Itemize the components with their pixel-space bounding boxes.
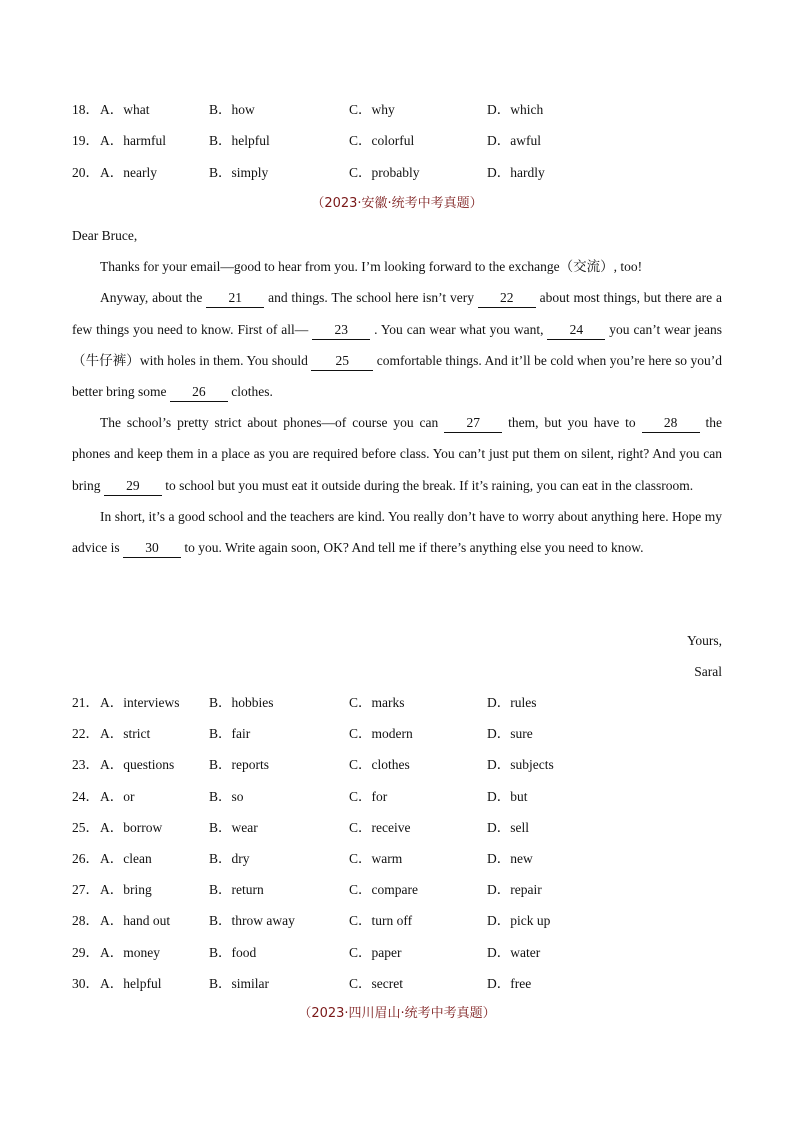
option-d: D．which: [487, 102, 544, 117]
blank-21: 21: [206, 289, 264, 308]
question-number: 28．: [72, 913, 99, 929]
letter-paragraph-1: Thanks for your email—good to hear from you. I’m looking forward to the exchange（交流）, too!: [100, 259, 643, 275]
question-number: 25．: [72, 819, 99, 835]
letter-body: [72, 220, 722, 563]
option-c: C．probably: [349, 165, 420, 180]
question-number: 21．: [72, 695, 99, 710]
blank-29: 29: [104, 477, 162, 496]
text-run: about most things, but there are a few things you need to know. First of all—: [72, 290, 722, 337]
option-a: A．what: [100, 102, 150, 117]
option-a: A．interviews: [100, 695, 180, 710]
text-run: comfortable things. And it’ll be cold when you’re here so you’d better bring some: [72, 352, 722, 400]
option-a: A．helpful: [100, 975, 162, 991]
question-number: 27．: [72, 882, 99, 898]
option-b: B．helpful: [209, 133, 270, 148]
question-number: 24．: [72, 788, 99, 804]
text-run: you can’t wear jeans（牛仔裤）with holes in them. You should: [72, 321, 722, 368]
option-d: D．but: [487, 788, 528, 804]
blank-28: 28: [642, 414, 700, 433]
option-a: A．money: [100, 944, 160, 960]
option-b: B．how: [209, 102, 255, 117]
text-run: Anyway, about the: [100, 290, 207, 306]
text-run: to you. Write again soon, OK? And tell me if there’s anything else you need to know.: [180, 540, 644, 556]
letter-greeting: Dear Bruce,: [72, 228, 138, 243]
question-number: 18．: [72, 102, 99, 117]
option-c: C．clothes: [349, 757, 410, 773]
blank-24: 24: [547, 321, 605, 340]
option-d: D．new: [487, 851, 533, 866]
letter-closing: Yours,: [686, 633, 722, 648]
option-b: B．food: [209, 944, 257, 960]
question-number: 20．: [72, 165, 99, 180]
option-c: C．turn off: [349, 913, 413, 929]
letter-paragraph-4: [72, 501, 722, 563]
text-run: them, but you have to: [502, 415, 642, 431]
question-number: 26．: [72, 851, 99, 866]
option-b: B．reports: [209, 757, 269, 773]
option-b: B．wear: [209, 819, 258, 835]
option-b: B．similar: [209, 975, 269, 991]
option-c: C．modern: [349, 726, 413, 742]
option-a: A．questions: [100, 757, 175, 773]
option-a: A．harmful: [100, 133, 166, 148]
option-c: C．for: [349, 788, 388, 804]
option-d: D．pick up: [487, 913, 551, 929]
letter-signature: Saral: [694, 664, 722, 679]
option-b: B．throw away: [209, 913, 295, 929]
text-run: . You can wear what you want,: [370, 321, 548, 337]
option-d: D．awful: [487, 133, 541, 148]
option-c: C．compare: [349, 882, 418, 898]
option-c: C．why: [349, 102, 395, 117]
option-d: D．sell: [487, 819, 529, 835]
option-a: A．nearly: [100, 165, 157, 180]
option-c: C．receive: [349, 819, 411, 835]
option-c: C．marks: [349, 695, 405, 710]
blank-22: 22: [478, 289, 536, 308]
option-d: D．sure: [487, 726, 533, 742]
option-c: C．paper: [349, 944, 402, 960]
option-b: B．hobbies: [209, 695, 274, 710]
text-run: The school’s pretty strict about phones—of course you can: [100, 415, 445, 431]
option-c: C．secret: [349, 975, 403, 991]
question-number: 19．: [72, 133, 99, 148]
option-b: B．fair: [209, 726, 251, 742]
option-a: A．clean: [100, 851, 152, 866]
option-b: B．return: [209, 882, 264, 898]
option-d: D．rules: [487, 695, 537, 710]
source-citation-1: （2023·安徽·统考中考真题）: [311, 196, 483, 211]
blank-23: 23: [312, 321, 370, 340]
option-b: B．dry: [209, 851, 250, 866]
text-run: clothes.: [227, 384, 273, 400]
text-run: the phones and keep them in a place as you are required before class. You can’t just put them on silent, right? And you can bring: [72, 415, 722, 493]
option-d: D．hardly: [487, 165, 545, 180]
option-d: D．repair: [487, 882, 542, 898]
blank-27: 27: [444, 414, 502, 433]
option-d: D．water: [487, 944, 541, 960]
letter-paragraph-3: [72, 407, 722, 501]
option-b: B．simply: [209, 165, 269, 180]
option-b: B．so: [209, 788, 244, 804]
letter-paragraph-2: [72, 282, 722, 407]
option-a: A．or: [100, 788, 135, 804]
source-citation-2: （2023·四川眉山·统考中考真题）: [298, 1006, 496, 1021]
text-run: to school but you must eat it outside during the break. If it’s raining, you can eat in the classroom.: [161, 477, 694, 493]
blank-25: 25: [311, 352, 373, 371]
question-number: 30．: [72, 975, 99, 991]
option-c: C．warm: [349, 851, 403, 866]
option-d: D．subjects: [487, 757, 554, 773]
question-number: 23．: [72, 757, 99, 773]
option-d: D．free: [487, 975, 532, 991]
text-run: and things. The school here isn’t very: [264, 290, 478, 306]
option-a: A．strict: [100, 726, 151, 742]
text-run: In short, it’s a good school and the teachers are kind. You really don’t have to worry about anything here. Hope my advice is: [72, 508, 722, 556]
question-number: 29．: [72, 944, 99, 960]
question-number: 22．: [72, 726, 99, 742]
blank-30: 30: [123, 539, 181, 558]
option-a: A．hand out: [100, 913, 171, 929]
option-a: A．borrow: [100, 819, 163, 835]
option-c: C．colorful: [349, 133, 415, 148]
option-a: A．bring: [100, 882, 152, 898]
blank-26: 26: [170, 383, 228, 402]
